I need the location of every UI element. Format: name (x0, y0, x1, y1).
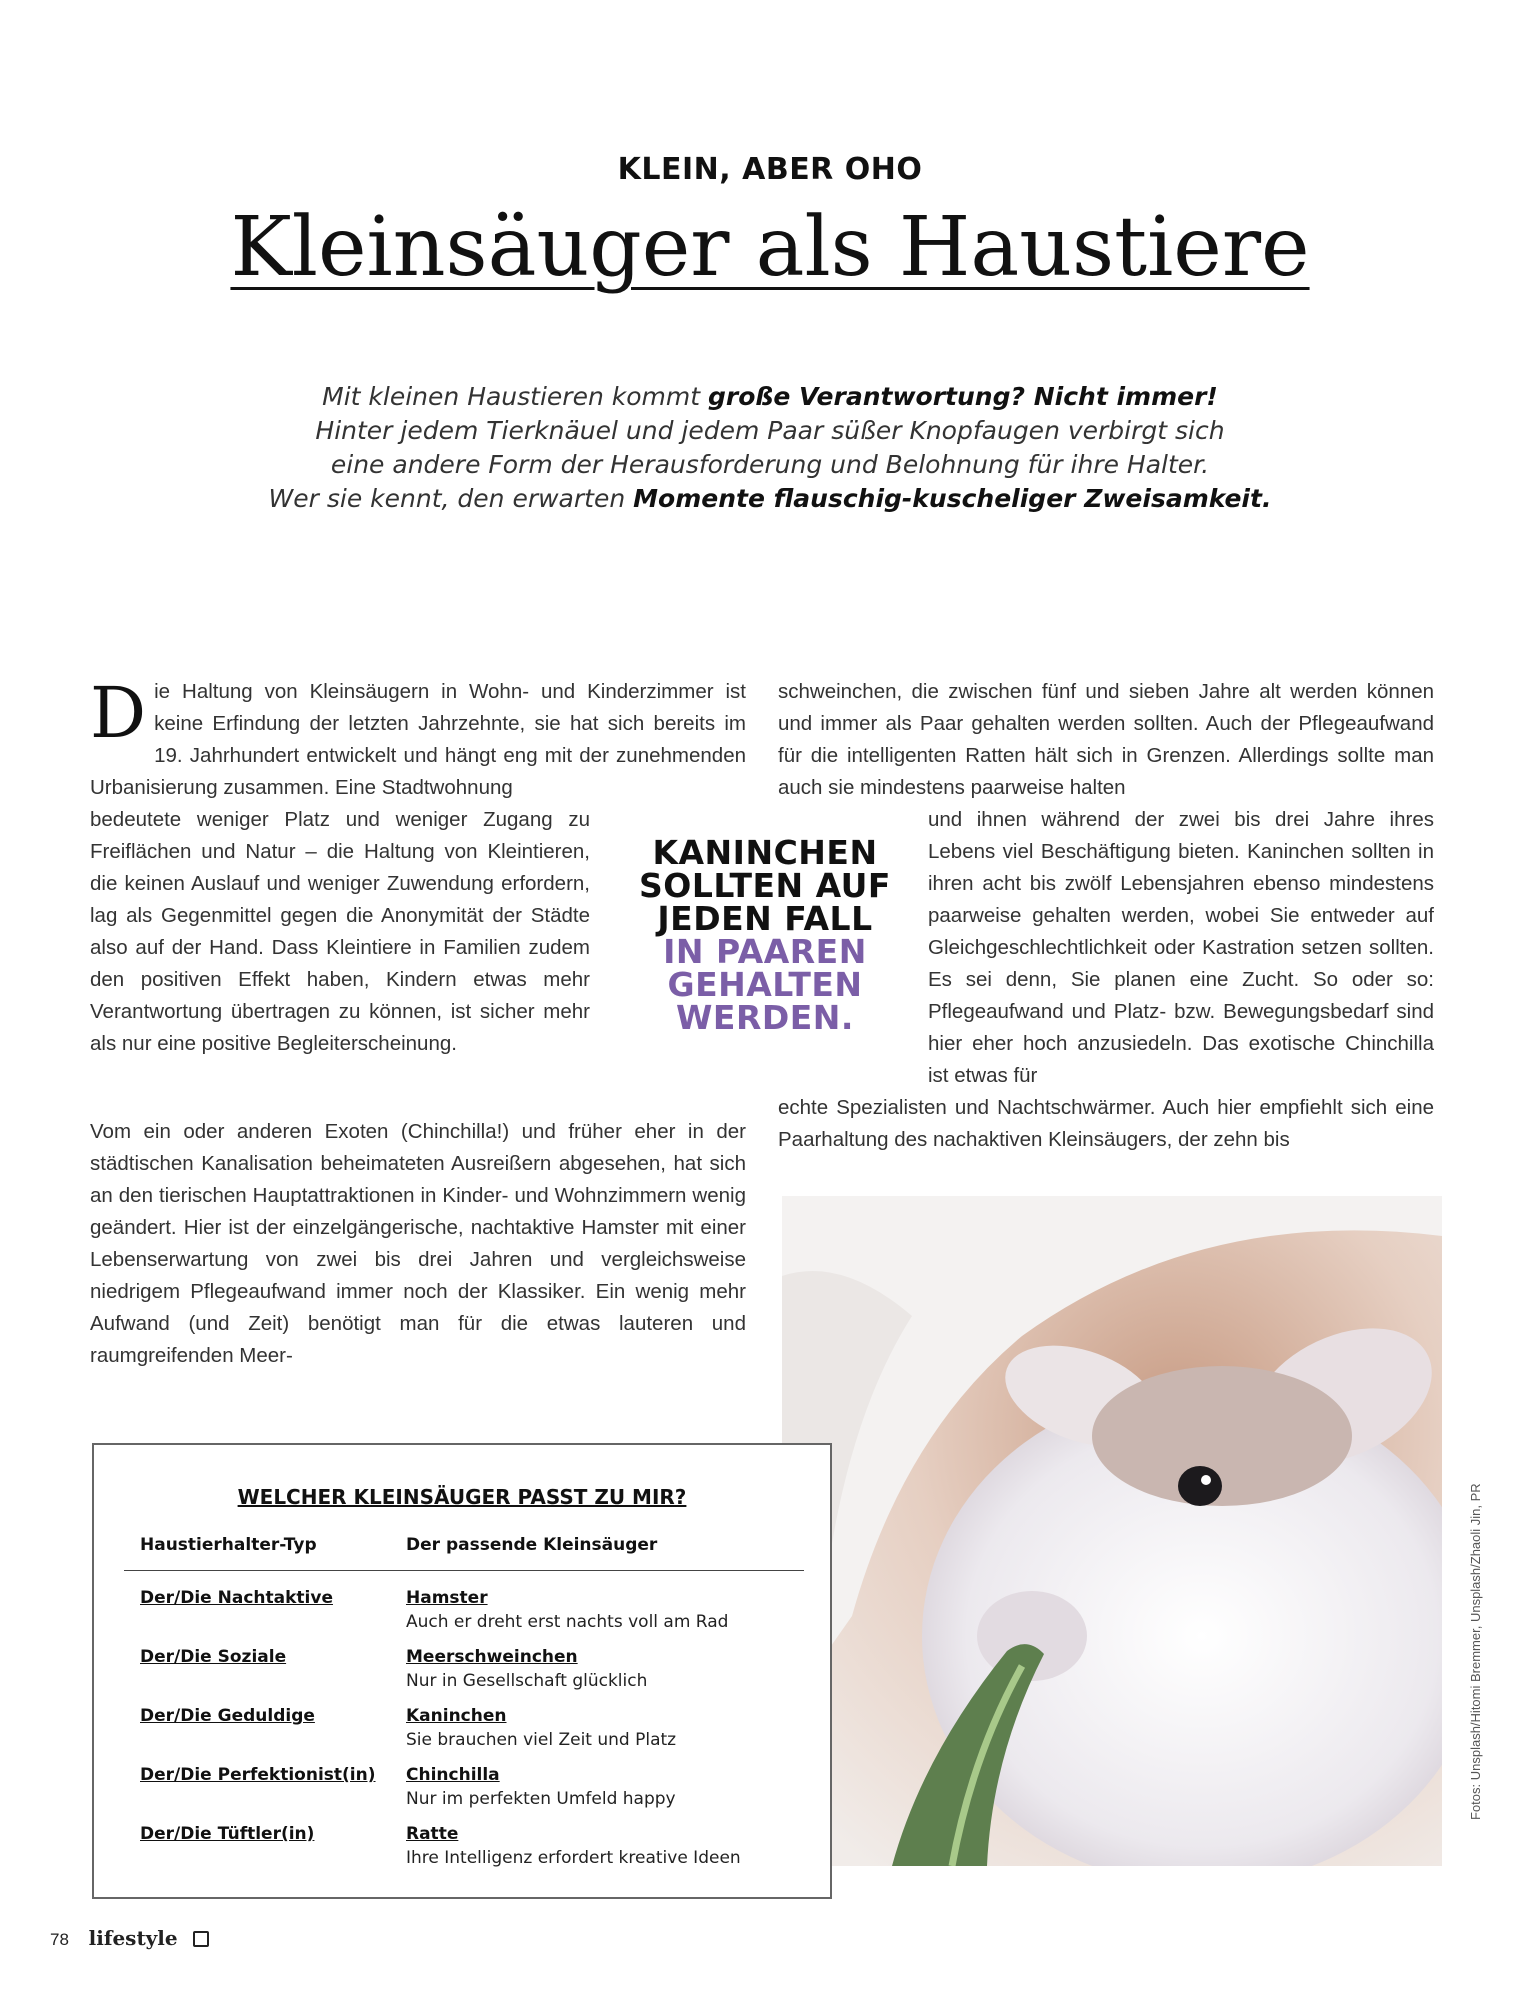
row-animal: Chinchilla (406, 1765, 500, 1785)
row-type: Der/Die Perfektionist(in) (140, 1765, 376, 1785)
table-row (94, 1588, 830, 1648)
rabbit-illustration (782, 1196, 1442, 1866)
article-paragraph-3-bottom: echte Spezialisten und Nachtschwärmer. Auch hier empfiehlt sich eine Paarhaltung des nachaktiven Kleinsäugers, der zehn bis (778, 1096, 1434, 1151)
article-paragraph-1-top: Die Haltung von Kleinsäugern in Wohn- und Kinderzimmer ist keine Erfindung der letzten Jahrzehnte, sie hat sich bereits im 19. Jahrhundert entwickelt und hängt eng mit der zunehmenden Urbanisierung zusammen. Eine Stadtwohnung (90, 672, 746, 799)
rabbit-photo (782, 1196, 1442, 1866)
table-row (94, 1706, 830, 1766)
magazine-brand: lifestyle (88, 1926, 178, 1950)
row-type: Der/Die Nachtaktive (140, 1588, 333, 1608)
row-animal: Meerschweinchen (406, 1647, 578, 1667)
kicker: KLEIN, ABER OHO (617, 152, 923, 187)
drop-cap: D (90, 672, 147, 754)
photo-credit: Fotos: Unsplash/Hitomi Bremmer, Unsplash/Zhaoli Jin, PR (1468, 1483, 1483, 1820)
info-box (92, 1443, 832, 1899)
row-animal: Kaninchen (406, 1706, 507, 1726)
table-header-type: Haustierhalter-Typ (140, 1535, 317, 1555)
article-paragraph-3-narrow: und ihnen während der zwei bis drei Jahre ihres Lebens viel Beschäftigung bieten. Kaninchen sollten in ihren acht bis zwölf Lebensjahren ebenso mindestens paarweise gehalten werden, wobei Sie entweder auf Gleichgeschlechtlichkeit oder Kastration setzen sollten. Es sei denn, Sie planen eine Zucht. So oder so: Pflegeaufwand und Platz- bzw. Bewegungsbedarf sind hier eher hoch anzusiedeln. Das exotische Chinchilla ist etwas für (928, 808, 1434, 1087)
page-footer (50, 1926, 209, 1950)
brand-logo-icon (193, 1931, 209, 1947)
row-desc: Sie brauchen viel Zeit und Platz (406, 1730, 677, 1750)
row-animal: Hamster (406, 1588, 488, 1608)
row-desc: Auch er dreht erst nachts voll am Rad (406, 1612, 729, 1632)
row-desc: Ihre Intelligenz erfordert kreative Ideen (406, 1848, 741, 1868)
article-paragraph-2: Vom ein oder anderen Exoten (Chinchilla!) und früher eher in der städtischen Kanalisation beheimateten Ausreißern abgesehen, hat sich an den tierischen Hauptattraktionen in Kinder- und Wohnzimmern wenig geändert. Hier ist der einzelgängerische, nachtaktive Hamster mit einer Lebenserwartung von zwei bis drei Jahren und vergleichsweise niedrigem Pflegeaufwand immer noch der Klassiker. Ein wenig mehr Aufwand (und Zeit) benötigt man für die etwas lauteren und raumgreifenden Meer- (90, 1120, 746, 1367)
article-paragraph-1-narrow: bedeutete weniger Platz und weniger Zugang zu Freiflächen und Natur – die Haltung von Kleintieren, die keinen Auslauf und weniger Zuwendung erfordern, lag als Gegenmittel gegen die Anonymität der Städte also auf der Hand. Dass Kleintiere in Familien zudem den positiven Effekt haben, Kindern etwas mehr Verantwortung übertragen zu können, ist sicher mehr als nur eine positive Begleiterscheinung. (90, 808, 590, 1055)
table-row (94, 1647, 830, 1707)
page-number: 78 (50, 1930, 69, 1949)
table-header-animal: Der passende Kleinsäuger (406, 1535, 658, 1555)
page-title: Kleinsäuger als Haustiere (230, 200, 1310, 295)
intro-teaser: Mit kleinen Haustieren kommt große Verantwortung? Nicht immer! Hinter jedem Tierknäuel und jedem Paar süßer Knopfaugen verbirgt sich eine andere Form der Herausforderung und Belohnung für ihre Halter. Wer sie kennt, den erwarten Momente flauschig-kuscheliger Zweisamkeit. (268, 382, 1272, 513)
row-type: Der/Die Soziale (140, 1647, 287, 1667)
table-header (124, 1535, 804, 1571)
pull-quote: KANINCHEN SOLLTEN AUF JEDEN FALL IN PAAREN GEHALTEN WERDEN. (639, 833, 891, 1037)
row-animal: Ratte (406, 1824, 459, 1844)
row-type: Der/Die Geduldige (140, 1706, 315, 1726)
row-type: Der/Die Tüftler(in) (140, 1824, 315, 1844)
article-paragraph-3-top: schweinchen, die zwischen fünf und sieben Jahre alt werden können und immer als Paar gehalten werden sollten. Auch der Pflegeaufwand für die intelligenten Ratten hält sich in Grenzen. Allerdings sollte man auch sie mindestens paarweise halten (778, 680, 1434, 799)
table-row (94, 1765, 830, 1825)
info-box-title: WELCHER KLEINSÄUGER PASST ZU MIR? (237, 1485, 687, 1509)
table-row (94, 1824, 830, 1884)
row-desc: Nur im perfekten Umfeld happy (406, 1789, 676, 1809)
row-desc: Nur in Gesellschaft glücklich (406, 1671, 648, 1691)
